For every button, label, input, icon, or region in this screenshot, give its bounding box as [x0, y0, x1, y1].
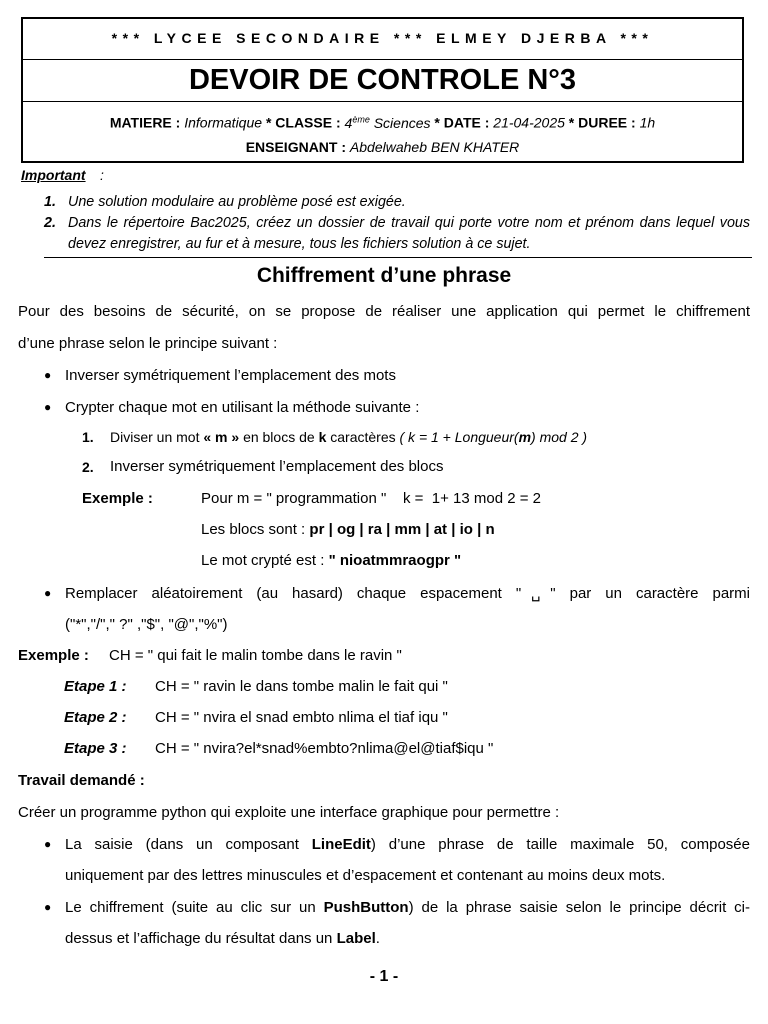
item-number: 2.: [44, 215, 56, 231]
bullet-icon: ●: [44, 586, 52, 600]
sep-star: *: [265, 114, 272, 131]
bullet-text-cont: ("*","/"," ?" ,"$", "@","%"): [65, 616, 228, 633]
intro-line2: d’une phrase selon le principe suivant :: [18, 335, 278, 352]
classe-value: 4ème Sciences: [344, 114, 431, 131]
important-colon: :: [100, 167, 104, 183]
etape-label: Etape 2 :: [64, 709, 127, 726]
travail-bullet2-cont: dessus et l’affichage du résultat dans un Label.: [65, 930, 380, 947]
etape-label: Etape 3 :: [64, 740, 127, 757]
duree-value: 1h: [639, 114, 656, 131]
important-item: [44, 192, 750, 213]
exam-info-line2: [23, 135, 742, 159]
bullet-icon: ●: [44, 837, 52, 851]
exam-info-line1: [23, 107, 742, 135]
matiere-value: Informatique: [184, 114, 263, 131]
school-name: *** LYCEE SECONDAIRE *** ELMEY DJERBA ***: [23, 19, 742, 60]
bullet-text: Remplacer aléatoirement (au hasard) chaque espacement "␣" par un caractère parmi: [65, 585, 750, 602]
classe-label: CLASSE :: [275, 114, 341, 131]
travail-bullet1-cont: uniquement par des lettres minuscules et d’espacement et contenant au moins deux mots.: [65, 867, 666, 884]
etape-value: CH = " nvira?el*snad%embto?nlima@el@tiaf$iqu ": [155, 740, 494, 757]
exam-info: [23, 107, 742, 159]
bullet-text: Crypter chaque mot en utilisant la méthode suivante :: [65, 399, 420, 416]
duree-label: DUREE :: [578, 114, 636, 131]
step-number: 1.: [82, 429, 94, 445]
etape-label: Etape 1 :: [64, 678, 127, 695]
etape-value: CH = " ravin le dans tombe malin le fait qui ": [155, 678, 448, 695]
intro-line1: Pour des besoins de sécurité, on se propose de réaliser une application qui permet le chiffrement: [18, 303, 750, 320]
enseignant-label: ENSEIGNANT :: [245, 138, 347, 155]
date-label: DATE :: [443, 114, 490, 131]
example-label: Exemple :: [82, 490, 153, 507]
page-number: - 1 -: [369, 968, 399, 985]
important-item: [44, 213, 750, 255]
step-text: Diviser un mot « m » en blocs de k caractères ( k = 1 + Longueur(m) mod 2 ): [110, 429, 588, 445]
etape-value: CH = " nvira el snad embto nlima el tiaf iqu ": [155, 709, 448, 726]
header-box: [21, 17, 744, 163]
section-title: Chiffrement d’une phrase: [256, 264, 512, 287]
step-text: Inverser symétriquement l’emplacement des blocs: [110, 458, 444, 475]
sep-star: *: [568, 114, 575, 131]
example-line: Pour m = " programmation " k = 1+ 13 mod 2 = 2: [201, 490, 541, 507]
travail-bullet2: Le chiffrement (suite au clic sur un PushButton) de la phrase saisie selon le principe décrit ci-: [65, 899, 750, 916]
enseignant-value: Abdelwaheb BEN KHATER: [349, 138, 520, 155]
sep-star: *: [434, 114, 440, 131]
item-number: 1.: [44, 194, 56, 210]
date-value: 21-04-2025: [493, 114, 565, 131]
example-line: Le mot crypté est : " nioatmmraogpr ": [201, 552, 462, 569]
example2-value: CH = " qui fait le malin tombe dans le ravin ": [109, 647, 402, 664]
item-text: Dans le répertoire Bac2025, créez un dossier de travail qui porte votre nom et prénom dans lequel vous devez enregistrer, au fur et à mesure, tous les fichiers solution à ce sujet.: [68, 215, 750, 252]
matiere-label: MATIERE :: [109, 114, 181, 131]
bullet-text: Inverser symétriquement l’emplacement des mots: [65, 367, 396, 384]
divider: [44, 257, 752, 258]
bullet-icon: ●: [44, 368, 52, 382]
item-text: Une solution modulaire au problème posé est exigée.: [68, 194, 406, 210]
important-label: Important: [21, 167, 86, 183]
exam-title: DEVOIR DE CONTROLE N°3: [23, 59, 742, 102]
example-line: Les blocs sont : pr | og | ra | mm | at | io | n: [201, 521, 495, 538]
bullet-icon: ●: [44, 900, 52, 914]
bullet-icon: ●: [44, 400, 52, 414]
travail-bullet1: La saisie (dans un composant LineEdit) d’une phrase de taille maximale 50, composée: [65, 836, 750, 853]
travail-label: Travail demandé :: [18, 772, 145, 789]
example2-label: Exemple :: [18, 647, 89, 664]
travail-intro: Créer un programme python qui exploite une interface graphique pour permettre :: [18, 804, 560, 821]
step-number: 2.: [82, 459, 94, 475]
